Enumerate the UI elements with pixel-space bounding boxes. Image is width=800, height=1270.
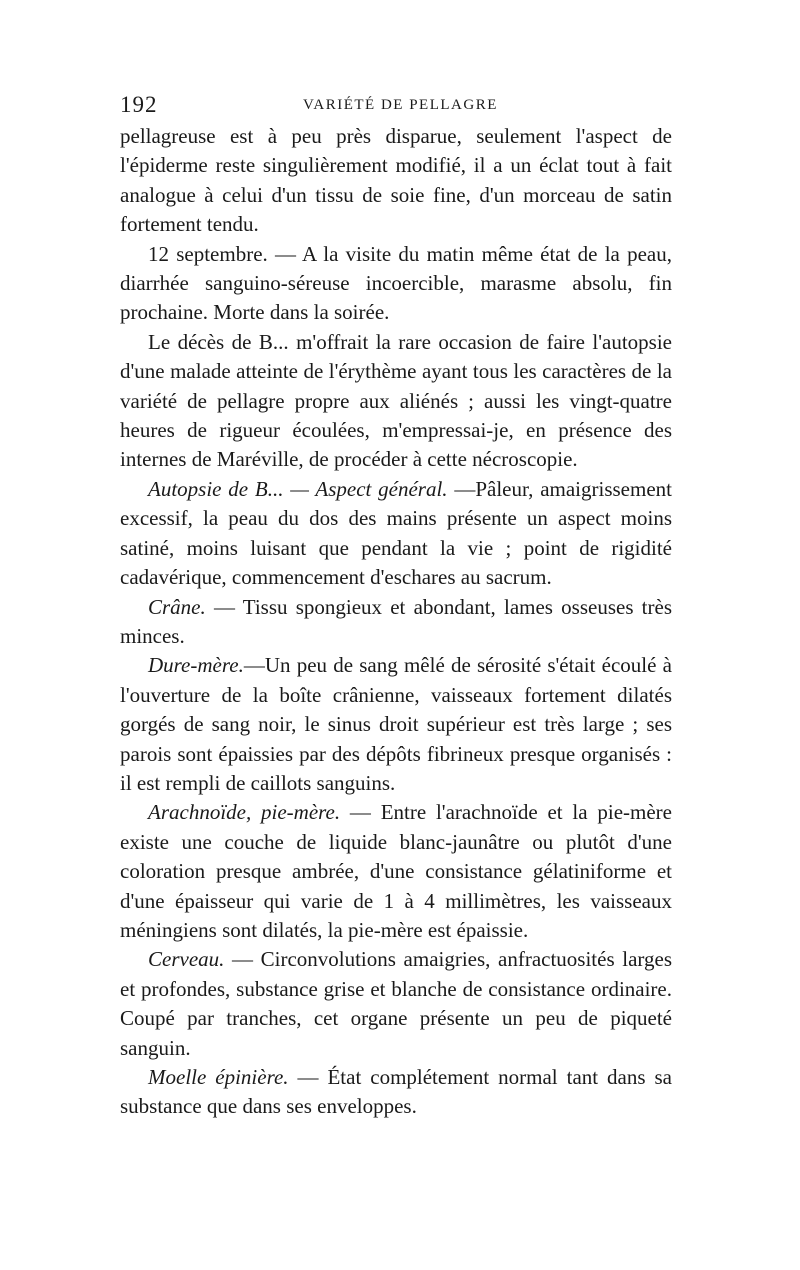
running-title: VARIÉTÉ DE PELLAGRE [303, 97, 498, 113]
section-heading: Dure-mère. [148, 653, 244, 678]
section-heading: Crâne. [148, 594, 206, 619]
paragraph-text: — Circonvolutions amaigries, anfractuosités larges et profondes, substance grise et blanche de consistance ordinaire. Coupé par tranches, cet organe présente un peu de piqueté sanguin. [120, 947, 672, 1060]
paragraph [120, 1063, 672, 1122]
section-heading: Cerveau. [148, 947, 225, 972]
paragraph [120, 651, 672, 798]
paragraph [120, 328, 672, 475]
paragraph-text: —Pâleur, amaigrissement excessif, la peau du dos des mains présente un aspect moins satiné, moins luisant que pendant la vie ; point de rigidité cadavérique, commencement d'eschares au sacrum. [120, 476, 672, 590]
section-heading: Moelle épinière. [148, 1065, 289, 1089]
paragraph-text: Le décès de B... m'offrait la rare occasion de faire l'autopsie d'une malade atteinte de l'érythème ayant tous les caractères de la variété de pellagre propre aux aliénés ; aussi les vingt-quatre heures de rigueur écoulées, m'empressai-je, en présence des internes de Maréville, de procéder à cette nécroscopie. [120, 329, 672, 472]
paragraph-text: 12 septembre. — A la visite du matin même état de la peau, diarrhée sanguino-séreuse incoercible, marasme absolu, fin prochaine. Morte dans la soirée. [120, 241, 672, 325]
paragraph [120, 240, 672, 328]
paragraph-text: — Entre l'arachnoïde et la pie-mère existe une couche de liquide blanc-jaunâtre ou plutôt d'une coloration presque ambrée, d'une consistance gélatiniforme et d'une épaisseur qui varie de 1 à 4 millimètres, les vaisseaux méningiens sont dilatés, la pie-mère est épaissie. [120, 800, 672, 942]
paragraph-text: —Un peu de sang mêlé de sérosité s'était écoulé à l'ouverture de la boîte crânienne, vaisseaux fortement dilatés gorgés de sang noir, le sinus droit supérieur est très large ; ses parois sont épaissies par des dépôts fibrineux presque organisés : il est rempli de caillots sanguins. [120, 653, 672, 795]
body-text [120, 122, 672, 1122]
paragraph-text: — Tissu spongieux et abondant, lames osseuses très minces. [120, 594, 672, 648]
paragraph-text: — État complétement normal tant dans sa substance que dans ses enveloppes. [120, 1065, 673, 1119]
paragraph [120, 475, 672, 593]
section-heading: Autopsie de B... — Aspect général. [148, 476, 448, 501]
paragraph-text: pellagreuse est à peu près disparue, seulement l'aspect de l'épiderme reste singulièrement modifié, il a un éclat tout à fait analogue à celui d'un tissu de soie fine, d'un morceau de satin fortement tendu. [120, 124, 672, 237]
paragraph [120, 798, 672, 945]
page-number: 192 [120, 92, 158, 117]
section-heading: Arachnoïde, pie-mère. [148, 800, 341, 825]
paragraph [120, 945, 672, 1063]
paragraph [120, 593, 672, 652]
page-header [120, 92, 672, 120]
paragraph [120, 122, 672, 240]
